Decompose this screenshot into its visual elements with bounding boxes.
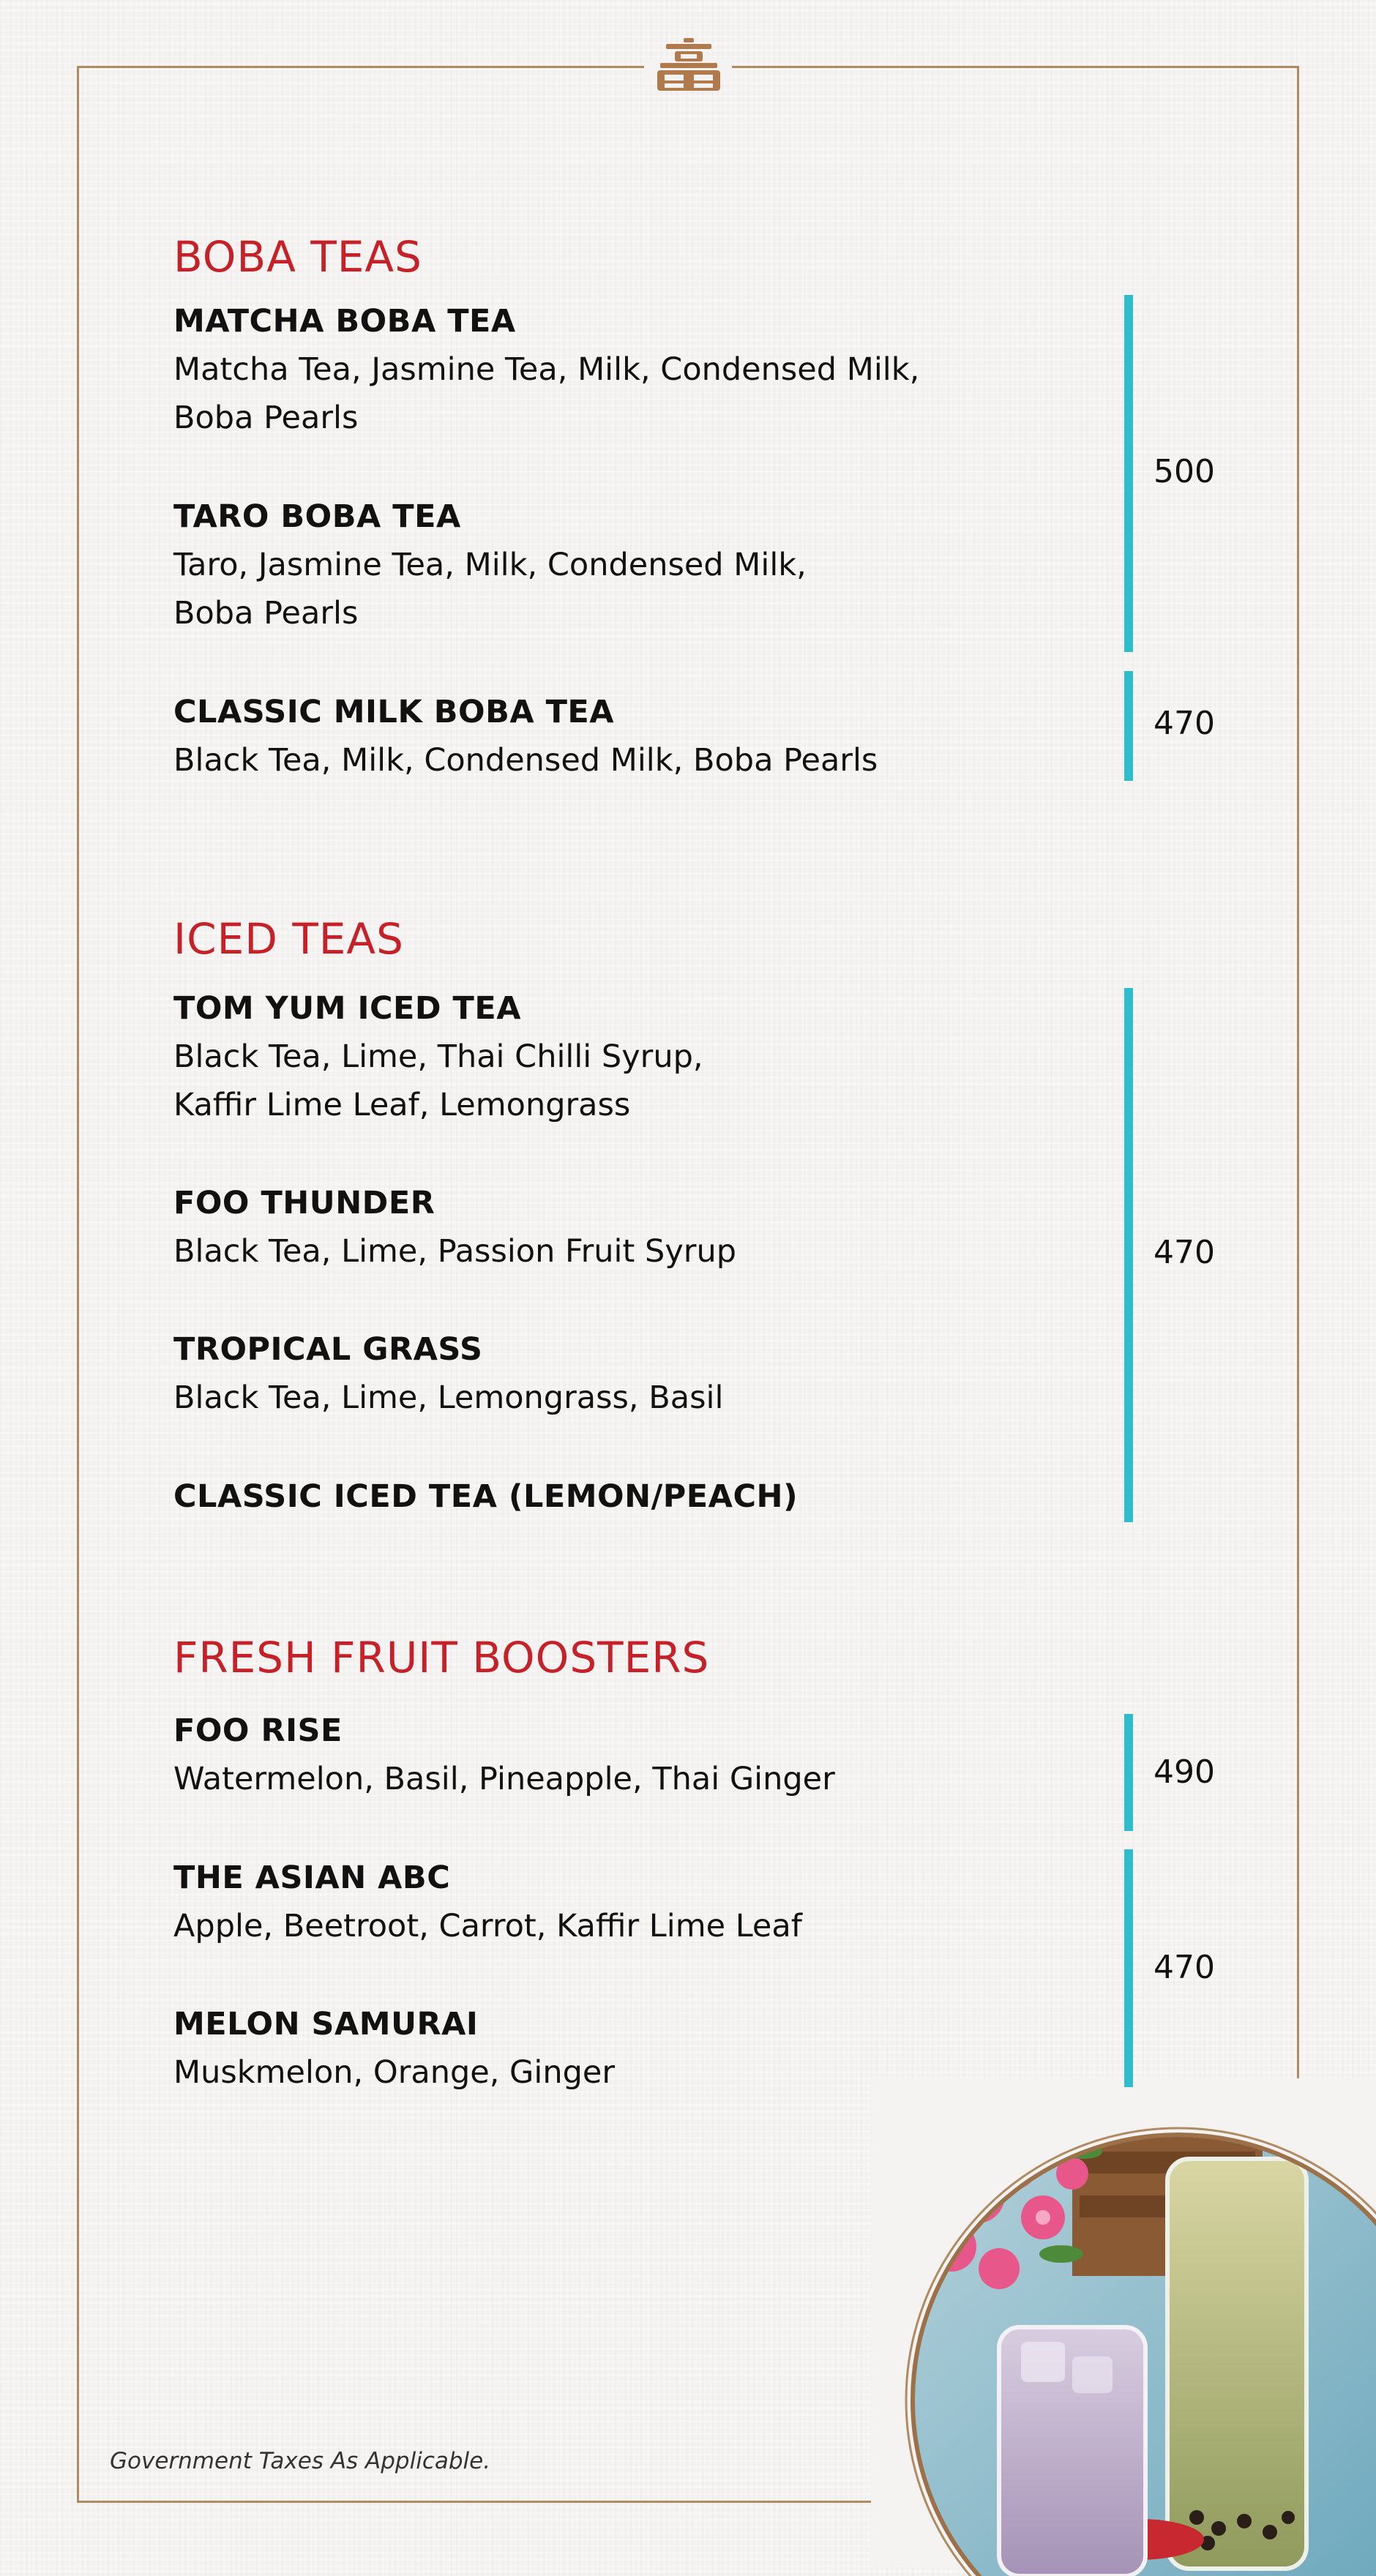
section-title-boba-teas: BOBA TEAS (173, 232, 422, 282)
item-desc-line: Black Tea, Lime, Passion Fruit Syrup (173, 1233, 737, 1270)
item-desc-line: Watermelon, Basil, Pineapple, Thai Ginger (173, 1761, 835, 1797)
item-desc-line: Black Tea, Lime, Thai Chilli Syrup, (173, 1038, 703, 1075)
price-label: 500 (1153, 453, 1215, 490)
item-desc-line: Taro, Jasmine Tea, Milk, Condensed Milk, (173, 547, 807, 583)
menu-item-taro-boba-tea (173, 493, 1096, 637)
item-name: THE ASIAN ABC (173, 1860, 451, 1896)
item-name: CLASSIC ICED TEA (LEMON/PEACH) (173, 1478, 799, 1515)
menu-item-tom-yum-iced-tea (173, 984, 1096, 1129)
item-name: CLASSIC MILK BOBA TEA (173, 694, 615, 730)
menu-item-matcha-boba-tea (173, 297, 1096, 442)
price-label: 470 (1153, 1234, 1215, 1271)
price-label: 470 (1153, 705, 1215, 742)
item-name: MATCHA BOBA TEA (173, 303, 516, 340)
item-name: TROPICAL GRASS (173, 1331, 483, 1368)
menu-item-melon-samurai (173, 2000, 1096, 2097)
item-name: MELON SAMURAI (173, 2006, 479, 2043)
menu-item-classic-iced-tea (173, 1472, 1096, 1521)
price-label: 470 (1153, 1949, 1215, 1986)
chinese-emblem-icon (656, 38, 722, 92)
menu-item-foo-thunder (173, 1179, 1096, 1276)
item-name: TARO BOBA TEA (173, 498, 461, 535)
section-title-iced-teas: ICED TEAS (173, 914, 404, 964)
item-name: TOM YUM ICED TEA (173, 990, 522, 1027)
menu-item-foo-rise (173, 1707, 1096, 1803)
price-bar (1124, 295, 1133, 652)
section-title-fresh-fruit-boosters: FRESH FRUIT BOOSTERS (173, 1633, 710, 1682)
item-desc-line: Black Tea, Milk, Condensed Milk, Boba Pearls (173, 742, 878, 779)
item-name: FOO THUNDER (173, 1185, 435, 1221)
price-bar (1124, 988, 1133, 1522)
menu-item-tropical-grass (173, 1325, 1096, 1422)
boba-drinks-photo (889, 2108, 1376, 2576)
price-bar (1124, 1849, 1133, 2087)
item-desc-line: Matcha Tea, Jasmine Tea, Milk, Condensed Milk, (173, 351, 920, 388)
item-desc-line: Boba Pearls (173, 595, 359, 632)
item-name: FOO RISE (173, 1712, 343, 1749)
menu-item-classic-milk-boba-tea (173, 688, 1096, 785)
tax-footnote: Government Taxes As Applicable. (110, 2448, 491, 2474)
item-desc-line: Apple, Beetroot, Carrot, Kaffir Lime Leaf (173, 1908, 802, 1944)
price-bar (1124, 1714, 1133, 1831)
item-desc-line: Boba Pearls (173, 400, 359, 436)
item-desc-line: Muskmelon, Orange, Ginger (173, 2054, 616, 2091)
menu-item-the-asian-abc (173, 1854, 1096, 1950)
item-desc-line: Kaffir Lime Leaf, Lemongrass (173, 1087, 631, 1123)
item-desc-line: Black Tea, Lime, Lemongrass, Basil (173, 1379, 724, 1416)
price-bar (1124, 671, 1133, 781)
price-label: 490 (1153, 1753, 1215, 1791)
